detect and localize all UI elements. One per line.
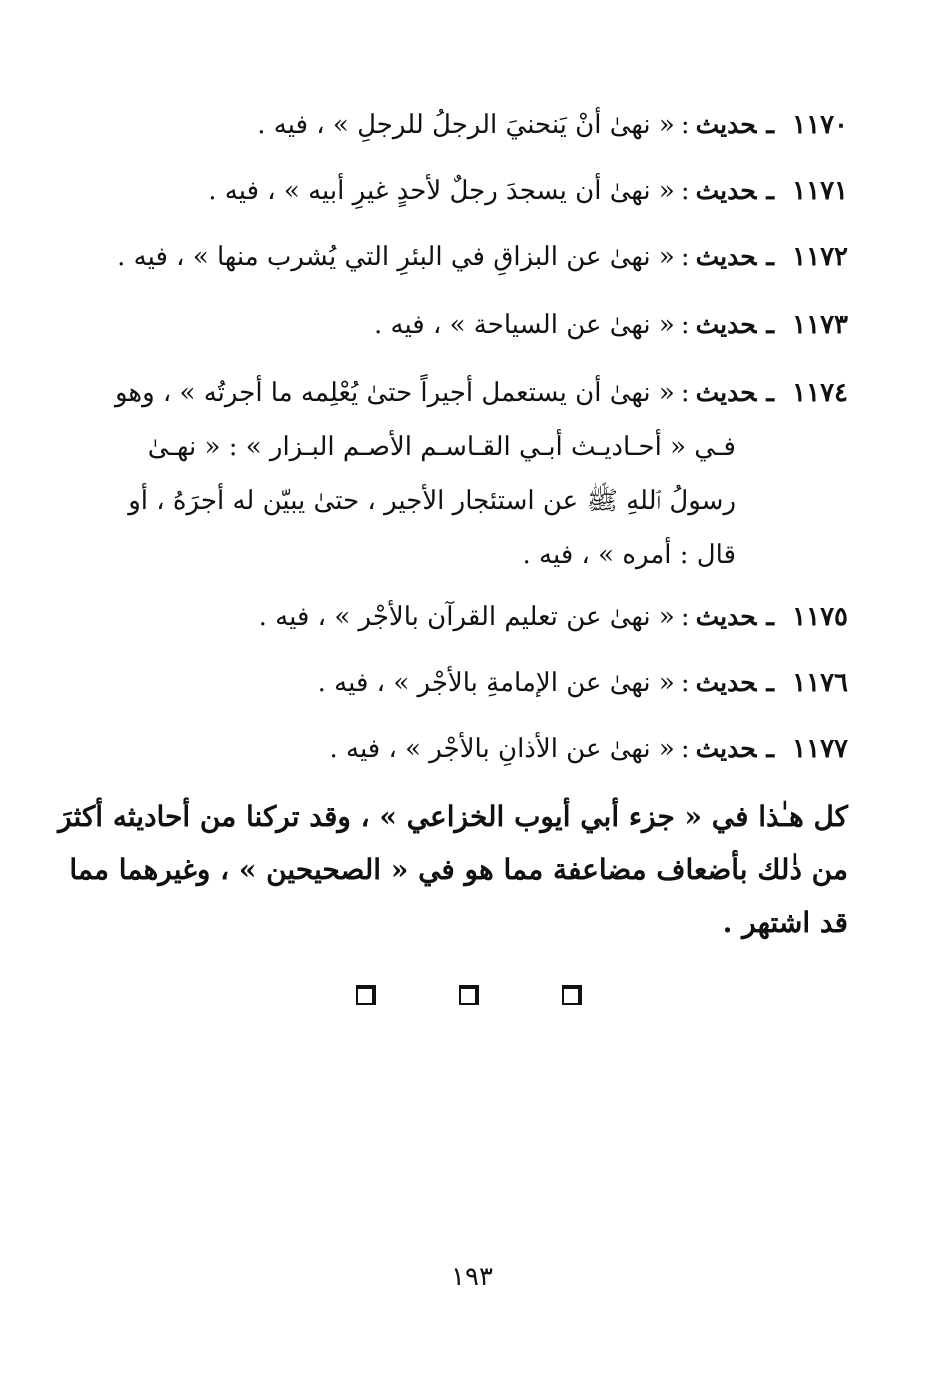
ornament-square-icon (356, 985, 376, 1005)
closing-line: كل هـٰذا في « جزء أبي أيوب الخزاعي » ، وقد تركنا من أحاديثه أكثرَ (58, 800, 848, 833)
dash-separator: ـ (766, 176, 774, 206)
hadith-label: حديث (695, 602, 757, 631)
hadith-number: ١١٧٧ (792, 734, 848, 764)
hadith-continuation-line: رسولُ ٱللهِ ﷺ عن استئجار الأجير ، حتىٰ يبيّن له أجرَهُ ، أو (128, 486, 736, 516)
hadith-number: ١١٧٠ (792, 110, 848, 140)
hadith-entry (98, 98, 848, 152)
hadith-text: « نهىٰ أن يستعمل أجيراً حتىٰ يُعْلِمه ما أجرتُه » ، وهو (114, 378, 675, 408)
hadith-text: « نهىٰ أن يسجدَ رجلٌ لأحدٍ غيرِ أبيه » ، فيه . (208, 176, 675, 206)
hadith-label: حديث (695, 734, 757, 763)
hadith-number: ١١٧٣ (792, 310, 848, 340)
closing-line: من ذٰلك بأضعاف مضاعفة مما هو في « الصحيحين » ، وغيرهما مما (69, 853, 848, 886)
hadith-entry (98, 656, 848, 710)
colon-separator: : (680, 242, 690, 272)
hadith-number: ١١٧٥ (792, 602, 848, 632)
colon-separator: : (680, 378, 690, 408)
hadith-text: « نهىٰ عن السياحة » ، فيه . (373, 310, 675, 340)
colon-separator: : (680, 110, 690, 140)
section-end-ornament (0, 985, 944, 1013)
hadith-continuation-line: فـي « أحـاديـث أبـي القـاسـم الأصـم البـزار » : « نهـىٰ (147, 432, 736, 462)
hadith-number: ١١٧٤ (792, 378, 848, 408)
dash-separator: ـ (766, 378, 774, 408)
colon-separator: : (680, 668, 690, 698)
hadith-label: حديث (695, 378, 757, 407)
hadith-number: ١١٧١ (792, 176, 848, 206)
closing-paragraph (58, 790, 848, 949)
dash-separator: ـ (766, 734, 774, 764)
colon-separator: : (680, 310, 690, 340)
dash-separator: ـ (766, 242, 774, 272)
hadith-first-line (98, 366, 848, 420)
hadith-entry (98, 590, 848, 644)
hadith-label: حديث (695, 176, 757, 205)
hadith-text: « نهىٰ عن البزاقِ في البئرِ التي يُشرب منها » ، فيه . (117, 242, 675, 272)
hadith-entry (98, 298, 848, 352)
hadith-entry (98, 722, 848, 776)
hadith-text: « نهىٰ أنْ يَنحنيَ الرجلُ للرجلِ » ، فيه . (257, 110, 675, 140)
dash-separator: ـ (766, 602, 774, 632)
colon-separator: : (680, 734, 690, 764)
hadith-text: « نهىٰ عن الأذانِ بالأجْر » ، فيه . (329, 734, 675, 764)
ornament-square-icon (562, 985, 582, 1005)
page-number: ١٩٣ (451, 1262, 493, 1292)
dash-separator: ـ (766, 110, 774, 140)
hadith-label: حديث (695, 668, 757, 697)
ornament-square-icon (459, 985, 479, 1005)
hadith-text: « نهىٰ عن تعليم القرآن بالأجْر » ، فيه . (258, 602, 675, 632)
hadith-text: « نهىٰ عن الإمامةِ بالأجْر » ، فيه . (317, 668, 675, 698)
hadith-label: حديث (695, 242, 757, 271)
hadith-number: ١١٧٦ (792, 668, 848, 698)
closing-line: قد اشتهر . (722, 906, 848, 939)
hadith-entry (98, 164, 848, 218)
colon-separator: : (680, 602, 690, 632)
dash-separator: ـ (766, 668, 774, 698)
hadith-continuation-line: قال : أمره » ، فيه . (522, 540, 736, 570)
hadith-label: حديث (695, 310, 757, 339)
hadith-number: ١١٧٢ (792, 242, 848, 272)
hadith-label: حديث (695, 110, 757, 139)
colon-separator: : (680, 176, 690, 206)
hadith-entry (98, 366, 848, 582)
dash-separator: ـ (766, 310, 774, 340)
hadith-entry (98, 230, 848, 284)
